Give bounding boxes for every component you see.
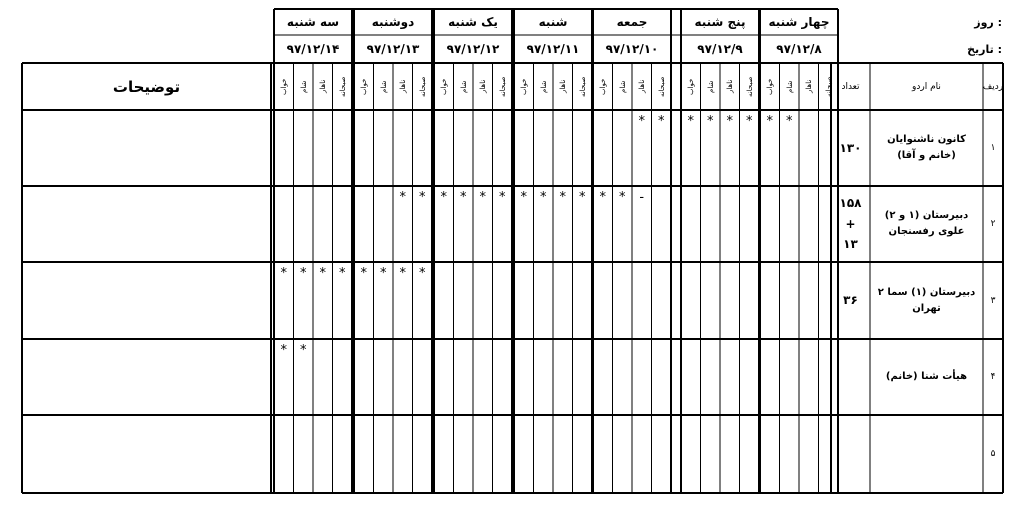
meal-header [413,63,433,110]
meal-mark [514,188,534,206]
header-count-text: تعداد [841,81,860,92]
meal-mark-text: * [638,113,645,129]
meal-mark-text: - [639,189,645,205]
notes-cell [22,110,271,186]
day-date-text: ۹۷/۱۲/۹ [697,42,743,56]
meal-header-text: شام [706,80,715,93]
day-date [434,35,512,63]
meal-mark [613,188,633,206]
meal-mark [333,264,353,282]
meal-header [294,63,314,110]
day-date [681,35,759,63]
meal-header [632,63,652,110]
camp-name-text: هیأت شنا (خانم) [885,371,968,382]
row-number-text: ۱ [990,143,996,153]
meal-header-text: خواب [359,78,368,95]
date-label [842,35,1002,63]
camp-name [870,186,983,262]
day-name-text: یک شنبه [448,15,498,29]
day-date [514,35,592,63]
meal-header-text: شام [785,80,794,93]
meal-mark [274,264,294,282]
meal-mark [780,112,800,130]
header-count [831,63,870,110]
row-number-text: ۳ [990,295,996,306]
meal-header [760,63,780,110]
participant-count [831,186,870,262]
meal-mark-text: * [559,189,566,205]
meal-header [493,63,513,110]
meal-mark [632,188,652,206]
meal-mark-text: * [579,189,586,205]
day-name [593,9,671,35]
meal-mark [681,112,701,130]
meal-mark [274,341,294,359]
meal-mark [434,188,454,206]
meal-header [681,63,701,110]
meal-header [701,63,721,110]
day-date-text: ۹۷/۱۲/۱۲ [446,42,500,56]
participant-count-text: ۱۵۸ + ۱۳ [839,196,862,252]
meal-mark [294,341,314,359]
meal-mark-text: * [339,265,346,281]
participant-count-text: ۱۳۰ [839,140,862,155]
meal-header [434,63,454,110]
meal-mark [393,264,413,282]
meal-mark [354,264,374,282]
day-label [842,9,1002,35]
meal-header [652,63,672,110]
meal-header-text: خواب [439,78,448,95]
participant-count [831,262,870,339]
day-name-text: چهار شنبه [768,15,830,29]
meal-mark [493,188,513,206]
meal-header [274,63,294,110]
participant-count [831,110,870,186]
meal-header-text: شام [379,80,388,93]
meal-mark [374,264,394,282]
meal-mark [652,112,672,130]
meal-header [534,63,554,110]
row-number [983,110,1003,186]
day-date [760,35,838,63]
row-number [983,186,1003,262]
meal-mark [720,112,740,130]
meal-header-text: ناهار [398,79,407,94]
meal-mark [294,264,314,282]
meal-mark [553,188,573,206]
meal-header-text: خواب [686,78,695,95]
meal-mark-text: * [319,265,326,281]
meal-header [780,63,800,110]
meal-header-text: صبحانه [824,76,833,97]
meal-header [333,63,353,110]
participant-count [831,415,870,493]
meal-header-text: صبحانه [498,76,507,97]
meal-mark-text: * [658,113,665,129]
meal-mark [701,112,721,130]
row-number-text: ۵ [990,449,996,459]
meal-mark-text: * [300,265,307,281]
meal-header-text: خواب [519,78,528,95]
day-label-text: روز : [974,15,1002,29]
meal-header-text: ناهار [558,79,567,94]
meal-header-text: ناهار [804,79,813,94]
day-name-text: شنبه [538,15,568,29]
meal-mark-text: * [479,189,486,205]
meal-mark-text: * [399,189,406,205]
day-name [354,9,432,35]
meal-mark [473,188,493,206]
meal-mark [593,188,613,206]
meal-header-text: ناهار [478,79,487,94]
meal-header [740,63,760,110]
meal-mark-text: * [786,113,793,129]
day-name [681,9,759,35]
row-number [983,262,1003,339]
meal-mark-text: * [619,189,626,205]
meal-header-text: صبحانه [338,76,347,97]
meal-header-text: خواب [279,78,288,95]
meal-header [799,63,819,110]
meal-mark-text: * [419,265,426,281]
meal-header [354,63,374,110]
meal-header-text: شام [539,80,548,93]
participant-count-text: ۳۶ [843,293,858,308]
row-number-text: ۴ [990,372,996,382]
meal-mark-text: * [460,189,467,205]
meal-mark [413,264,433,282]
camp-name-text: دبیرستان (۱) سما ۲ تهران [877,286,976,314]
meal-mark [740,112,760,130]
day-date [593,35,671,63]
meal-header-text: صبحانه [418,76,427,97]
meal-mark-text: * [499,189,506,205]
notes-cell [22,186,271,262]
day-name-text: دوشنبه [371,15,415,29]
header-camp-name-text: نام اردو [912,81,941,92]
meal-header-text: ناهار [637,79,646,94]
meal-mark-text: * [360,265,367,281]
meal-mark-text: * [300,342,307,358]
day-date-text: ۹۷/۱۲/۸ [776,42,822,56]
camp-name-text: دبیرستان (۱ و ۲) علوی رفسنجان [884,210,969,237]
meal-mark-text: * [766,113,773,129]
header-row-no-text: ردیف [983,81,1003,92]
row-number-text: ۲ [990,219,996,229]
meal-header [720,63,740,110]
meal-mark-text: * [440,189,447,205]
meal-header [553,63,573,110]
header-notes-text: توضیحات [112,77,181,96]
meal-header [313,63,333,110]
meal-header-text: ناهار [725,79,734,94]
meal-header-text: شام [618,80,627,93]
day-name-text: جمعه [616,15,648,29]
row-number [983,339,1003,415]
day-date [354,35,432,63]
notes-cell [22,262,271,339]
day-name [274,9,352,35]
row-number [983,415,1003,493]
camp-name [870,262,983,339]
meal-mark [454,188,474,206]
meal-mark-text: * [707,113,714,129]
meal-header [573,63,593,110]
meal-header [374,63,394,110]
camp-name [870,415,983,493]
meal-mark [534,188,554,206]
meal-mark-text: * [687,113,694,129]
meal-header [473,63,493,110]
day-date-text: ۹۷/۱۲/۱۴ [286,42,340,56]
meal-header [514,63,534,110]
meal-header [393,63,413,110]
day-name-text: سه شنبه [286,15,340,29]
day-date-text: ۹۷/۱۲/۱۰ [605,42,659,56]
notes-cell [22,415,271,493]
meal-header-text: صبحانه [578,76,587,97]
meal-header-text: صبحانه [745,76,754,97]
day-date-text: ۹۷/۱۲/۱۱ [526,42,580,56]
meal-header [454,63,474,110]
meal-mark [313,264,333,282]
header-camp-name [870,63,983,110]
header-notes [22,63,271,110]
day-name-text: پنج شنبه [694,15,746,29]
meal-mark-text: * [726,113,733,129]
notes-cell [22,339,271,415]
header-row-no [983,63,1003,110]
day-name [760,9,838,35]
meal-mark-text: * [280,265,287,281]
day-name [514,9,592,35]
meal-header-text: خواب [598,78,607,95]
meal-mark-text: * [599,189,606,205]
date-label-text: تاریخ : [967,42,1002,56]
meal-mark [760,112,780,130]
meal-mark [573,188,593,206]
meal-header-text: شام [459,80,468,93]
meal-header-text: شام [299,80,308,93]
day-date-text: ۹۷/۱۲/۱۳ [366,42,420,56]
meal-mark [632,112,652,130]
meal-header [593,63,613,110]
meal-mark-text: * [746,113,753,129]
meal-mark-text: * [399,265,406,281]
meal-header-text: صبحانه [657,76,666,97]
meal-mark-text: * [280,342,287,358]
camp-name [870,110,983,186]
meal-header [613,63,633,110]
camp-name [870,339,983,415]
participant-count [831,339,870,415]
meal-header-text: ناهار [318,79,327,94]
day-name [434,9,512,35]
camp-name-text: کانون ناشنوایان (خانم و آقا) [887,134,966,161]
meal-header-text: خواب [765,78,774,95]
meal-mark-text: * [380,265,387,281]
day-date [274,35,352,63]
meal-mark-text: * [540,189,547,205]
meal-mark-text: * [419,189,426,205]
meal-mark [393,188,413,206]
meal-mark-text: * [520,189,527,205]
meal-mark [413,188,433,206]
